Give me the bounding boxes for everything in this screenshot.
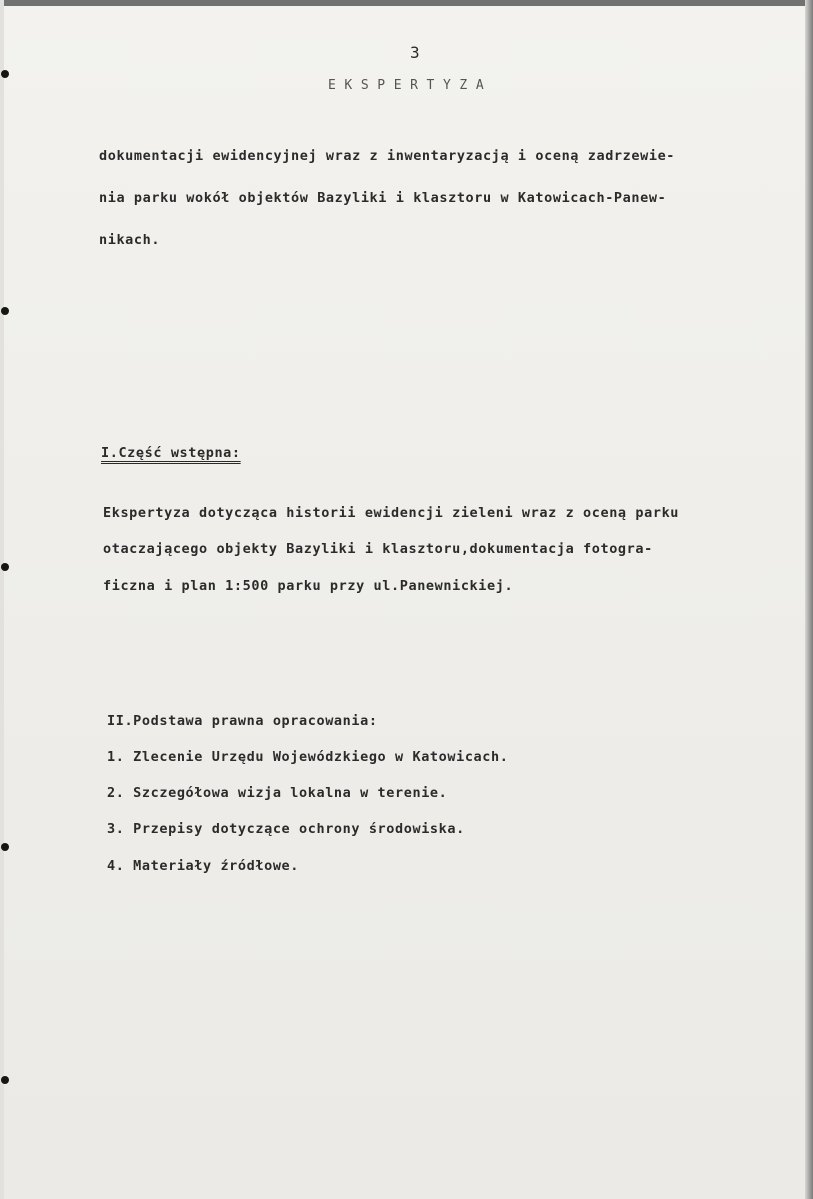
intro-line: nia parku wokół objektów Bazyliki i klasztoru w Katowicach-Panew- [99, 190, 667, 206]
punch-hole [1, 563, 9, 571]
intro-line: dokumentacji ewidencyjnej wraz z inwentaryzacją i oceną zadrzewie- [99, 148, 676, 164]
intro-line: nikach. [99, 232, 161, 248]
section-1-line: Ekspertyza dotycząca historii ewidencji zieleni wraz z oceną parku [103, 505, 680, 521]
scan-right-edge [805, 0, 813, 1199]
document-title: EKSPERTYZA [328, 78, 493, 93]
list-item: 3. Przepisy dotyczące ochrony środowiska. [107, 821, 465, 837]
punch-hole [1, 1076, 9, 1084]
list-item: 1. Zlecenie Urzędu Wojewódzkiego w Katowicach. [107, 749, 509, 765]
page-number: 3 [410, 43, 421, 62]
section-1-heading: I.Część wstępna: [101, 445, 241, 461]
list-item: 4. Materiały źródłowe. [107, 858, 300, 874]
punch-hole [1, 843, 9, 851]
punch-hole [1, 70, 9, 78]
section-2-heading: II.Podstawa prawna opracowania: [107, 713, 378, 729]
section-1-line: ficzna i plan 1:500 parku przy ul.Panewnickiej. [103, 578, 514, 594]
scan-top-edge [0, 0, 813, 6]
list-item: 2. Szczegółowa wizja lokalna w terenie. [107, 785, 448, 801]
section-1-line: otaczającego objekty Bazyliki i klasztoru,dokumentacja fotogra- [103, 541, 653, 557]
scan-left-edge [0, 0, 4, 1199]
punch-hole [1, 307, 9, 315]
